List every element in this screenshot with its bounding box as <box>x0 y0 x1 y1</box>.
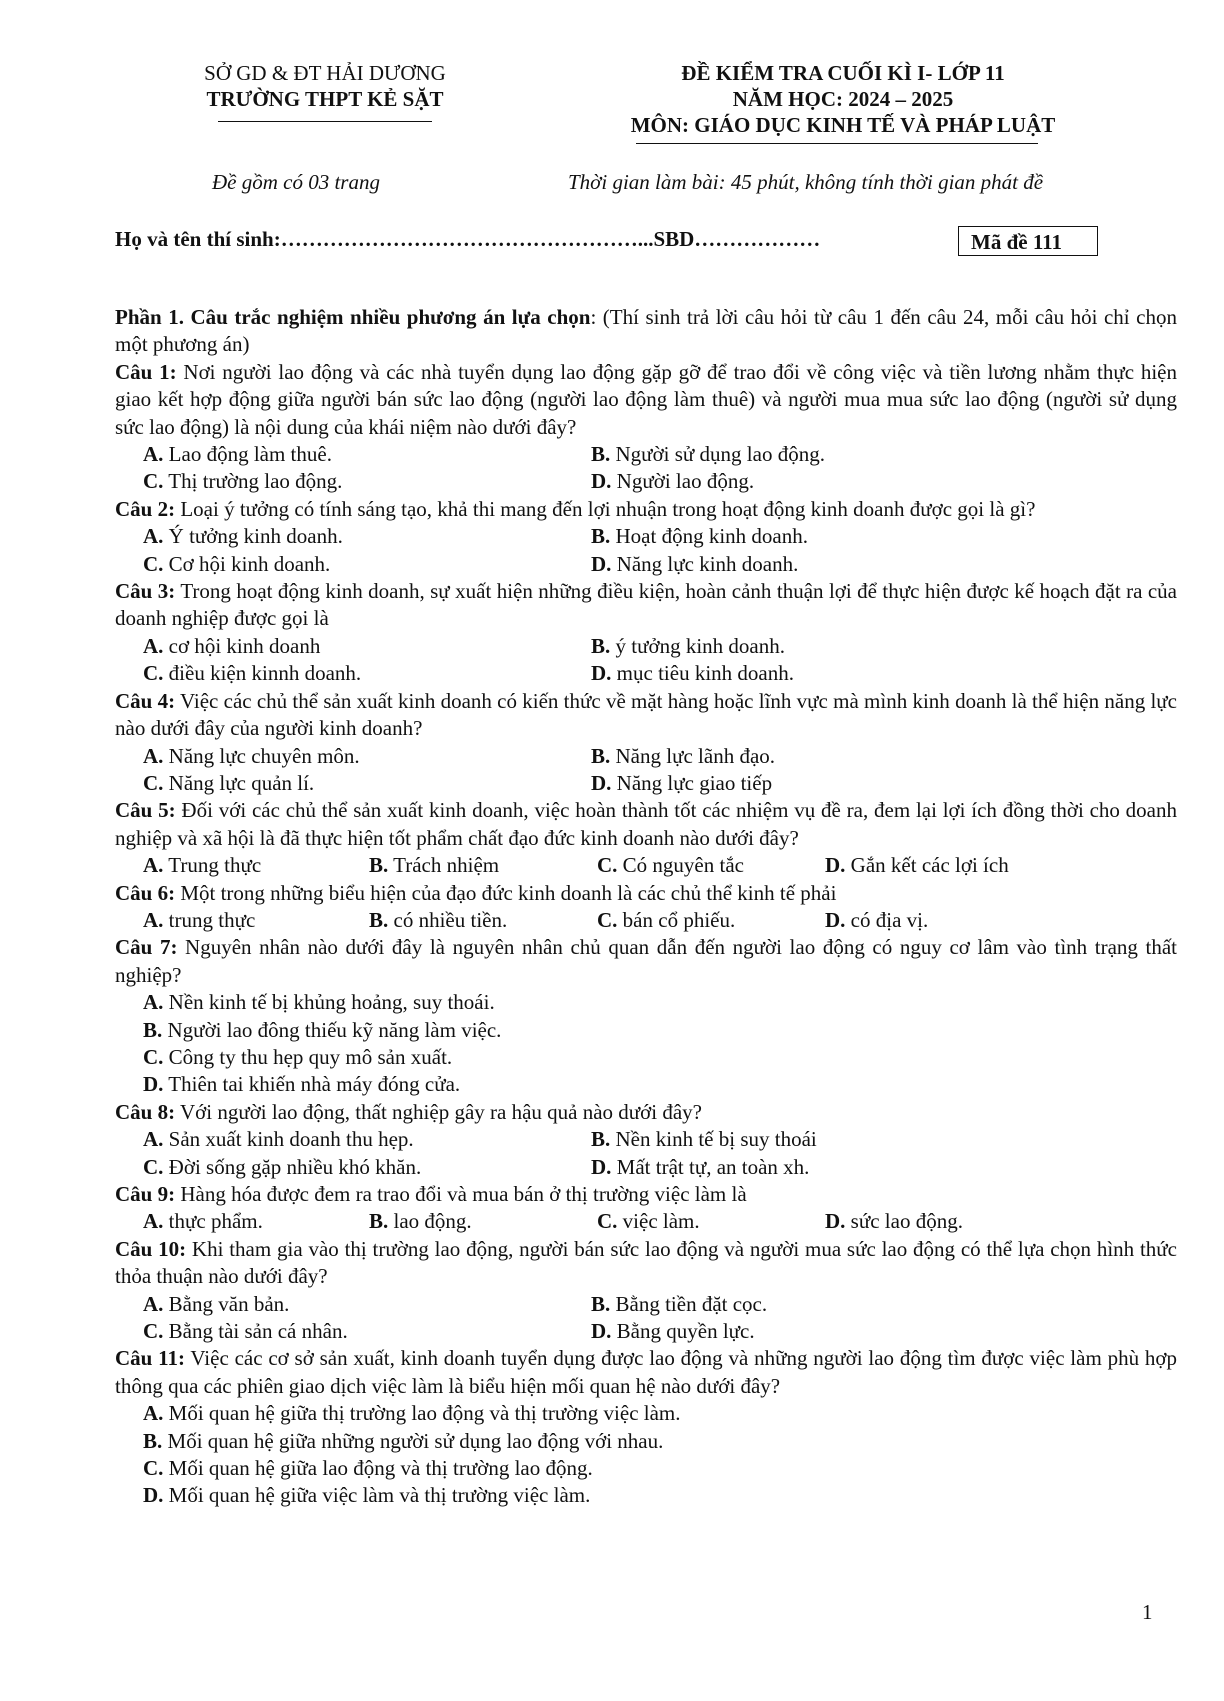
school-name: TRƯỜNG THPT KẺ SẶT <box>206 87 444 111</box>
question-label: Câu 4: <box>115 688 176 713</box>
answer-option <box>143 468 591 495</box>
answer-option <box>143 1318 591 1345</box>
answer-option <box>825 852 1075 879</box>
option-text: Năng lực chuyên môn. <box>163 743 360 768</box>
option-key: C. <box>597 1209 618 1234</box>
option-text: Công ty thu hẹp quy mô sản xuất. <box>163 1044 453 1069</box>
option-text: Ý tưởng kinh doanh. <box>163 524 343 549</box>
answer-option <box>143 660 591 687</box>
option-text: việc làm. <box>617 1209 700 1234</box>
answer-option <box>143 441 591 468</box>
question-label: Câu 5: <box>115 798 176 823</box>
question-10 <box>115 1236 1177 1291</box>
option-key: A. <box>143 1401 164 1426</box>
option-key: C. <box>597 853 618 878</box>
question-text: Đối với các chủ thể sản xuất kinh doanh, việc hoàn thành tốt các nhiệm vụ đề ra, đem lại lợi ích đồng thời cho doanh nghiệp và xã hội là đã thực hiện tốt phẩm chất đạo đức kinh doanh nào dưới đây? <box>115 798 1177 850</box>
option-key: D. <box>143 1483 164 1508</box>
option-key: A. <box>143 907 164 932</box>
answer-options <box>115 1400 1177 1510</box>
question-6 <box>115 880 1177 907</box>
option-key: C. <box>143 770 164 795</box>
question-text: Hàng hóa được đem ra trao đổi và mua bán ở thị trường việc làm là <box>175 1182 747 1206</box>
option-key: D. <box>591 770 612 795</box>
question-label: Câu 7: <box>115 935 178 960</box>
exam-title: ĐỀ KIỂM TRA CUỐI KÌ I- LỚP 11 <box>681 61 1005 85</box>
option-text: Nền kinh tế bị suy thoái <box>610 1127 817 1152</box>
question-text: Một trong những biểu hiện của đạo đức kinh doanh là các chủ thể kinh tế phải <box>175 880 837 905</box>
answer-options <box>115 852 1177 879</box>
question-text: Trong hoạt động kinh doanh, sự xuất hiện những điều kiện, hoàn cảnh thuận lợi để thực hiện được kế hoạch đặt ra của doanh nghiệp được gọi là <box>115 579 1178 631</box>
question-9 <box>115 1181 1177 1208</box>
option-text: cơ hội kinh doanh <box>163 633 321 658</box>
option-text: Năng lực lãnh đạo. <box>610 743 776 768</box>
question-label: Câu 6: <box>115 880 176 905</box>
option-text: Mất trật tự, an toàn xh. <box>611 1154 810 1179</box>
option-key: D. <box>591 1319 612 1344</box>
answer-option <box>597 907 825 934</box>
answer-option <box>143 1482 1177 1509</box>
answer-option <box>369 907 597 934</box>
answer-option <box>825 907 1075 934</box>
answer-options <box>115 633 1177 688</box>
option-key: A. <box>143 1209 164 1234</box>
answer-option <box>143 1400 1177 1427</box>
answer-option <box>143 1044 1177 1071</box>
option-key: A. <box>143 633 164 658</box>
answer-option <box>143 523 591 550</box>
option-text: sức lao động. <box>845 1209 963 1234</box>
option-text: Hoạt động kinh doanh. <box>610 524 808 549</box>
answer-option <box>591 1126 1039 1153</box>
answer-option <box>143 1017 1177 1044</box>
question-1 <box>115 359 1177 441</box>
option-key: B. <box>369 853 389 878</box>
option-text: có nhiều tiền. <box>388 907 508 932</box>
option-key: C. <box>597 907 618 932</box>
question-text: Khi tham gia vào thị trường lao động, người bán sức lao động và người mua sức lao động có thể lựa chọn hình thức thỏa thuận nào dưới đây? <box>115 1236 1178 1289</box>
school-year: NĂM HỌC: 2024 – 2025 <box>732 87 954 111</box>
answer-option <box>143 1208 369 1235</box>
time-note: Thời gian làm bài: 45 phút, không tính thời gian phát đề <box>568 170 1044 194</box>
option-text: Đời sống gặp nhiều khó khăn. <box>163 1154 422 1179</box>
header-left <box>140 60 510 122</box>
option-key: D. <box>825 853 846 878</box>
option-text: điều kiện kinnh doanh. <box>163 661 362 686</box>
option-key: C. <box>143 551 164 576</box>
question-8 <box>115 1099 1177 1126</box>
option-text: Cơ hội kinh doanh. <box>163 551 331 576</box>
option-key: D. <box>825 907 846 932</box>
option-text: Người lao đông thiếu kỹ năng làm việc. <box>162 1017 502 1042</box>
question-text: Việc các chủ thể sản xuất kinh doanh có kiến thức về mặt hàng hoặc lĩnh vực mà mình kinh doanh là thể hiện năng lực nào dưới đây của người kinh doanh? <box>115 688 1177 741</box>
option-key: B. <box>591 743 611 768</box>
option-text: Thị trường lao động. <box>163 469 343 494</box>
option-key: C. <box>143 1456 164 1481</box>
exam-code-box: Mã đề 111 <box>958 226 1098 256</box>
answer-option <box>143 1291 591 1318</box>
option-text: Năng lực giao tiếp <box>611 770 773 795</box>
option-key: A. <box>143 524 164 549</box>
question-text: Với người lao động, thất nghiệp gây ra hậu quả nào dưới đây? <box>175 1099 703 1124</box>
question-text: Loại ý tưởng có tính sáng tạo, khả thi mang đến lợi nhuận trong hoạt động kinh doanh được gọi là gì? <box>175 496 1036 521</box>
divider <box>636 143 1038 144</box>
option-text: Năng lực kinh doanh. <box>611 551 799 576</box>
answer-option <box>591 1291 1039 1318</box>
option-text: Mối quan hệ giữa lao động và thị trường lao động. <box>163 1456 593 1481</box>
option-key: D. <box>591 661 612 686</box>
question-3 <box>115 578 1177 633</box>
answer-option <box>143 1154 591 1181</box>
option-text: trung thực <box>163 907 256 932</box>
option-key: A. <box>143 442 164 467</box>
option-key: C. <box>143 469 164 494</box>
part-heading <box>115 304 1177 359</box>
option-text: có địa vị. <box>845 907 929 932</box>
option-key: B. <box>143 1428 163 1453</box>
option-text: Mối quan hệ giữa những người sử dụng lao động với nhau. <box>162 1428 664 1453</box>
part-instructions: : (Thí sinh trả lời câu hỏi từ câu 1 đến câu 24, mỗi câu hỏi chỉ chọn một phương án) <box>115 305 1177 357</box>
option-key: B. <box>591 633 611 658</box>
answer-option <box>143 1455 1177 1482</box>
option-key: D. <box>825 1209 846 1234</box>
option-text: Bằng văn bản. <box>163 1291 290 1316</box>
option-key: C. <box>143 1044 164 1069</box>
answer-option <box>143 551 591 578</box>
answer-option <box>143 1126 591 1153</box>
question-label: Câu 10: <box>115 1236 187 1261</box>
answer-option <box>143 1071 1177 1098</box>
answer-option <box>591 633 1039 660</box>
option-text: Gắn kết các lợi ích <box>845 853 1009 878</box>
option-text: Người sử dụng lao động. <box>610 442 825 467</box>
answer-option <box>591 1154 1039 1181</box>
answer-options <box>115 907 1177 934</box>
header-right <box>548 60 1138 144</box>
answer-option <box>143 852 369 879</box>
question-list <box>115 359 1177 1510</box>
option-key: C. <box>143 1154 164 1179</box>
option-key: B. <box>591 1291 611 1316</box>
answer-option <box>143 743 591 770</box>
answer-options <box>115 743 1177 798</box>
option-text: Người lao động. <box>611 469 755 494</box>
question-label: Câu 11: <box>115 1346 185 1371</box>
part-title: Phần 1. Câu trắc nghiệm nhiều phương án lựa chọn <box>115 305 591 329</box>
answer-option <box>369 852 597 879</box>
subject-title: MÔN: GIÁO DỤC KINH TẾ VÀ PHÁP LUẬT <box>630 113 1056 137</box>
answer-option <box>591 660 1039 687</box>
answer-option <box>143 989 1177 1016</box>
option-key: B. <box>591 1127 611 1152</box>
answer-options <box>115 1126 1177 1181</box>
option-key: D. <box>591 469 612 494</box>
answer-options <box>115 1291 1177 1346</box>
option-text: Bằng tài sản cá nhân. <box>163 1319 348 1344</box>
option-text: Nền kinh tế bị khủng hoảng, suy thoái. <box>163 990 495 1015</box>
question-5 <box>115 797 1177 852</box>
answer-option <box>591 770 1039 797</box>
option-key: D. <box>591 551 612 576</box>
option-text: Năng lực quản lí. <box>163 770 315 795</box>
option-text: Trung thực <box>163 853 262 878</box>
option-key: B. <box>143 1017 163 1042</box>
answer-option <box>143 1428 1177 1455</box>
answer-option <box>143 633 591 660</box>
option-text: bán cổ phiếu. <box>617 907 736 932</box>
candidate-info-line: Họ và tên thí sinh:……………………………………………...SBD……………… <box>115 227 821 251</box>
option-key: B. <box>591 524 611 549</box>
answer-option <box>825 1208 1075 1235</box>
option-text: thực phẩm. <box>163 1209 263 1234</box>
option-key: C. <box>143 1319 164 1344</box>
department-name: SỞ GD & ĐT HẢI DƯƠNG <box>204 61 446 85</box>
option-key: B. <box>591 442 611 467</box>
answer-option <box>591 743 1039 770</box>
answer-option <box>143 907 369 934</box>
option-text: Trách nhiệm <box>388 853 500 878</box>
answer-option <box>591 523 1039 550</box>
question-2 <box>115 496 1177 523</box>
option-text: lao động. <box>388 1209 472 1234</box>
question-label: Câu 1: <box>115 359 177 384</box>
answer-options <box>115 989 1177 1099</box>
option-text: Mối quan hệ giữa thị trường lao động và thị trường việc làm. <box>163 1401 681 1426</box>
option-text: Mối quan hệ giữa việc làm và thị trường việc làm. <box>163 1483 591 1508</box>
option-text: Bằng tiền đặt cọc. <box>610 1291 768 1316</box>
option-text: Có nguyên tắc <box>617 853 744 878</box>
question-7 <box>115 934 1177 989</box>
question-label: Câu 9: <box>115 1182 176 1206</box>
answer-option <box>591 1318 1039 1345</box>
option-key: A. <box>143 990 164 1015</box>
pages-note: Đề gồm có 03 trang <box>212 170 380 194</box>
answer-options <box>115 1208 1177 1235</box>
option-text: Sản xuất kinh doanh thu hẹp. <box>163 1127 414 1152</box>
answer-option <box>597 1208 825 1235</box>
divider <box>218 121 432 122</box>
answer-option <box>143 770 591 797</box>
question-label: Câu 2: <box>115 496 176 521</box>
option-key: C. <box>143 661 164 686</box>
option-text: Thiên tai khiến nhà máy đóng cửa. <box>163 1072 461 1097</box>
question-text: Nơi người lao động và các nhà tuyển dụng lao động gặp gỡ để trao đổi về công việc và tiền lương nhằm thực hiện giao kết hợp động giữa người bán sức lao động (người lao động làm thuê) và người mua mua sức lao động (người sử dụng sức lao động) là nội dung của khái niệm nào dưới đây? <box>115 359 1177 439</box>
exam-content <box>115 304 1177 1510</box>
answer-option <box>591 441 1039 468</box>
option-text: Lao động làm thuê. <box>163 442 332 467</box>
answer-options <box>115 523 1177 578</box>
question-text: Nguyên nhân nào dưới đây là nguyên nhân chủ quan dẫn đến người lao động có nguy cơ lâm vào tình trạng thất nghiệp? <box>115 935 1177 987</box>
answer-option <box>369 1208 597 1235</box>
option-key: A. <box>143 743 164 768</box>
option-key: B. <box>369 907 389 932</box>
option-key: D. <box>591 1154 612 1179</box>
option-key: A. <box>143 1291 164 1316</box>
answer-option <box>591 468 1039 495</box>
answer-option <box>591 551 1039 578</box>
option-text: Bằng quyền lực. <box>611 1319 755 1344</box>
option-key: D. <box>143 1072 164 1097</box>
page-number: 1 <box>1142 1600 1153 1624</box>
option-key: A. <box>143 1127 164 1152</box>
option-key: B. <box>369 1209 389 1234</box>
answer-option <box>597 852 825 879</box>
question-11 <box>115 1345 1177 1400</box>
option-text: ý tưởng kinh doanh. <box>610 633 785 658</box>
question-label: Câu 3: <box>115 579 176 604</box>
question-text: Việc các cơ sở sản xuất, kinh doanh tuyển dụng được lao động và những người lao động tìm được việc làm phù hợp thông qua các phiên giao dịch việc làm là biểu hiện mối quan hệ nào dưới đây? <box>115 1346 1177 1398</box>
question-label: Câu 8: <box>115 1099 176 1124</box>
question-4 <box>115 688 1177 743</box>
option-key: A. <box>143 853 164 878</box>
answer-options <box>115 441 1177 496</box>
option-text: mục tiêu kinh doanh. <box>611 661 794 686</box>
